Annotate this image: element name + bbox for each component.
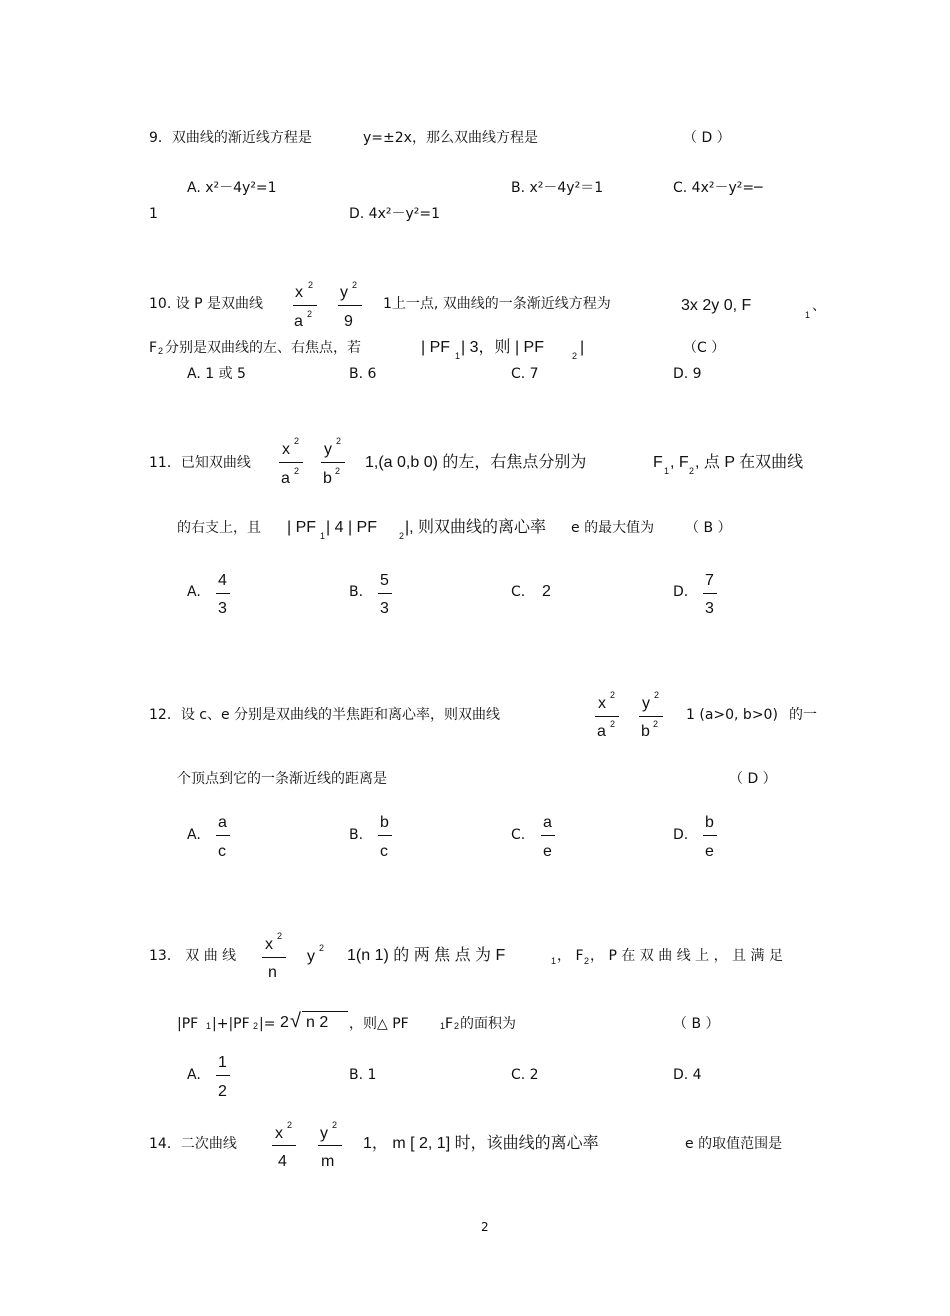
q13-y: y	[307, 948, 315, 965]
q13-line2-s2: 2	[253, 1021, 259, 1031]
q10-line2-sub: 2	[158, 346, 164, 356]
q10-frac2-bar	[338, 305, 362, 306]
q13-line2-s3: 1	[440, 1021, 446, 1031]
q11-line2-pf1: | PF	[287, 519, 317, 536]
q11-d-num: 7	[705, 572, 714, 589]
q12-frac1-bar	[595, 716, 619, 717]
q13-line2-a: |PF	[177, 1016, 199, 1032]
q11-foci-sub1: 1	[664, 466, 670, 476]
q10-sup: 2	[352, 280, 358, 290]
q14-sup: 2	[332, 1120, 338, 1130]
q12-frac1-den: a	[597, 723, 606, 740]
q13-sup: 2	[319, 943, 325, 953]
q13-option-b: B. 1	[349, 1067, 377, 1083]
q12-option-c: C.	[511, 827, 526, 843]
q12-d-num: b	[705, 814, 714, 831]
q13-frac-bar	[262, 957, 286, 958]
q10-pf1: | PF	[421, 339, 451, 356]
q13-f2: ， F	[557, 948, 584, 964]
q11-line2-e: e 的最大值为	[571, 520, 655, 536]
q12-frac1-num: x	[598, 695, 606, 712]
q10-asym-tail: 、	[812, 298, 826, 314]
q12-c-num: a	[543, 814, 552, 831]
q9-option-a: A. x²－4y²=1	[187, 180, 277, 196]
q12-answer: （ D ）	[729, 771, 777, 787]
q10-line2-f: F	[149, 340, 158, 356]
q11-condition: 1,(a 0,b 0) 的左，右焦点分别为	[365, 454, 587, 471]
q11-sup: 2	[335, 466, 341, 476]
q14-frac2-num: y	[320, 1125, 328, 1142]
q13-line2-s4: 2	[454, 1021, 460, 1031]
q13-option-a: A.	[187, 1067, 201, 1083]
q11-sup: 2	[294, 466, 300, 476]
q11-frac2-bar	[321, 462, 345, 463]
q12-c-bar	[541, 835, 555, 836]
q12-b-num: b	[380, 814, 389, 831]
q11-b-num: 5	[380, 572, 389, 589]
q12-b-bar	[378, 835, 392, 836]
q11-a-bar	[216, 593, 230, 594]
q12-d-bar	[703, 835, 717, 836]
q11-foci-mid: , F	[670, 454, 689, 471]
q12-tail: 的一	[789, 707, 817, 723]
q13-frac-num: x	[265, 936, 273, 953]
q10-stem: 10. 设 P 是双曲线	[149, 296, 264, 312]
q11-foci: F	[653, 454, 663, 471]
q13-answer: （ B ）	[673, 1016, 720, 1032]
q12-option-b: B.	[349, 827, 364, 843]
q11-option-a: A.	[187, 584, 201, 600]
q13-option-c: C. 2	[511, 1067, 539, 1083]
q11-line2-mid: | 4 | PF	[326, 519, 377, 536]
q13-line2-f: 的面积为	[460, 1016, 516, 1032]
q11-a-den: 3	[218, 600, 227, 617]
q13-line2-e: F	[445, 1016, 454, 1032]
q10-answer: （C ）	[683, 340, 726, 356]
q11-frac2-num: y	[324, 441, 332, 458]
q10-frac1-den: a	[294, 313, 303, 330]
q11-d-den: 3	[705, 600, 714, 617]
q10-option-b: B. 6	[349, 366, 377, 382]
q9-answer: （ D ）	[683, 130, 731, 146]
q13-option-d: D. 4	[673, 1067, 702, 1083]
q12-condition: 1 (a>0, b>0)	[686, 707, 778, 723]
q14-sup: 2	[287, 1120, 293, 1130]
q10-option-a: A. 1 或 5	[187, 366, 246, 382]
q12-frac2-bar	[639, 716, 663, 717]
q11-frac1-num: x	[282, 441, 290, 458]
q13-a-den: 2	[218, 1083, 227, 1100]
q12-a-den: c	[218, 843, 226, 860]
q14-frac2-bar	[318, 1145, 342, 1146]
q10-option-c: C. 7	[511, 366, 539, 382]
q12-d-den: e	[705, 843, 714, 860]
q14-condition: 1， m [ 2, 1] 时，该曲线的离心率	[363, 1135, 599, 1152]
q13-line2-two: 2	[280, 1014, 289, 1031]
q12-c-den: e	[543, 843, 552, 860]
q9-option-c-cont: 1	[149, 206, 158, 222]
q10-sup: 2	[307, 309, 313, 319]
q9-option-b: B. x²－4y²＝1	[511, 180, 604, 196]
q13-frac-den: n	[268, 964, 277, 981]
q10-asym-sub: 1	[805, 310, 811, 320]
q13-tail: ， P 在 双 曲 线 上 ， 且 满 足	[590, 948, 783, 964]
q14-frac1-num: x	[275, 1125, 283, 1142]
q11-option-c: C.	[511, 584, 526, 600]
q10-asymptote: 3x 2y 0, F	[681, 297, 752, 314]
q13-f1-sub: 1	[551, 956, 557, 966]
q11-option-b: B.	[349, 584, 364, 600]
q14-stem: 14．二次曲线	[149, 1136, 237, 1152]
q11-option-d: D.	[673, 584, 689, 600]
q9-option-c: C. 4x²－y²=─	[673, 180, 763, 196]
q13-line2-b: |+|PF	[212, 1016, 250, 1032]
q14-frac1-bar	[272, 1145, 296, 1146]
q13-line2-rad: n 2	[306, 1014, 329, 1031]
q11-d-bar	[703, 593, 717, 594]
q11-stem: 11．已知双曲线	[149, 455, 251, 471]
q12-stem: 12．设 c、e 分别是双曲线的半焦距和离心率，则双曲线	[149, 707, 501, 723]
q12-option-d: D.	[673, 827, 689, 843]
q12-sup: 2	[610, 719, 616, 729]
q10-pf2-sub: 2	[572, 351, 578, 361]
q11-line2-sub2: 2	[399, 531, 405, 541]
q9-equation: y=±2x，那么双曲线方程是	[363, 130, 538, 146]
q10-frac2-den: 9	[344, 313, 353, 330]
q11-a-num: 4	[218, 572, 227, 589]
q12-frac2-den: b	[641, 723, 650, 740]
q12-line2: 个顶点到它的一条渐近线的距离是	[177, 771, 387, 787]
q11-frac2-den: b	[323, 470, 332, 487]
q11-line2: 的右支上，且	[177, 520, 261, 536]
q11-c-val: 2	[542, 583, 551, 600]
q12-sup: 2	[654, 690, 660, 700]
q10-option-d: D. 9	[673, 366, 702, 382]
q12-sup: 2	[610, 690, 616, 700]
q14-frac1-den: 4	[278, 1153, 287, 1170]
q10-line2-text: 分别是双曲线的左、右焦点，若	[165, 340, 361, 356]
q11-sup: 2	[336, 436, 342, 446]
q13-line2-s1: 1	[206, 1021, 212, 1031]
q13-a-num: 1	[218, 1054, 227, 1071]
q12-a-bar	[216, 835, 230, 836]
q10-frac1-bar	[293, 305, 317, 306]
q10-mid: 1上一点, 双曲线的一条渐近线方程为	[383, 296, 611, 312]
q11-foci-sub2: 2	[689, 466, 695, 476]
q13-condition: 1(n 1) 的 两 焦 点 为 F	[347, 947, 506, 964]
q9-stem: 9．双曲线的渐近线方程是	[149, 130, 312, 146]
q12-a-num: a	[218, 814, 227, 831]
q12-frac2-num: y	[642, 695, 650, 712]
q11-frac1-bar	[279, 462, 303, 463]
q12-sup: 2	[653, 719, 659, 729]
q13-f2-sub: 2	[584, 956, 590, 966]
q13-line2-d: ，则△ PF	[349, 1016, 409, 1032]
q12-b-den: c	[380, 843, 388, 860]
q11-line2-sub1: 1	[320, 531, 326, 541]
q13-line2-c: |=	[259, 1016, 276, 1032]
q14-frac2-den: m	[321, 1153, 335, 1170]
q11-sup: 2	[294, 436, 300, 446]
q11-b-bar	[378, 593, 392, 594]
q10-pf2-tail: |	[580, 339, 585, 356]
q11-foci-tail: , 点 P 在双曲线	[695, 454, 804, 471]
q11-line2-tail: |, 则双曲线的离心率	[405, 519, 547, 536]
q11-answer: （ B ）	[685, 520, 732, 536]
q11-frac1-den: a	[281, 470, 290, 487]
q9-option-d: D. 4x²－y²=1	[349, 206, 441, 222]
q13-sup: 2	[277, 931, 283, 941]
q13-a-bar	[216, 1075, 230, 1076]
q10-frac1-num: x	[295, 284, 303, 301]
q12-option-a: A.	[187, 827, 201, 843]
q13-sqrt-bar	[302, 1011, 348, 1012]
page-number: 2	[481, 1220, 489, 1234]
sqrt-icon: √	[290, 1010, 301, 1032]
q10-frac2-num: y	[340, 284, 348, 301]
q13-stem: 13． 双 曲 线	[149, 948, 237, 964]
q10-pf1-tail: | 3，则 | PF	[461, 339, 544, 356]
q11-b-den: 3	[380, 600, 389, 617]
q10-sup: 2	[308, 280, 314, 290]
q10-pf1-sub: 1	[455, 351, 461, 361]
q14-tail: e 的取值范围是	[685, 1136, 783, 1152]
